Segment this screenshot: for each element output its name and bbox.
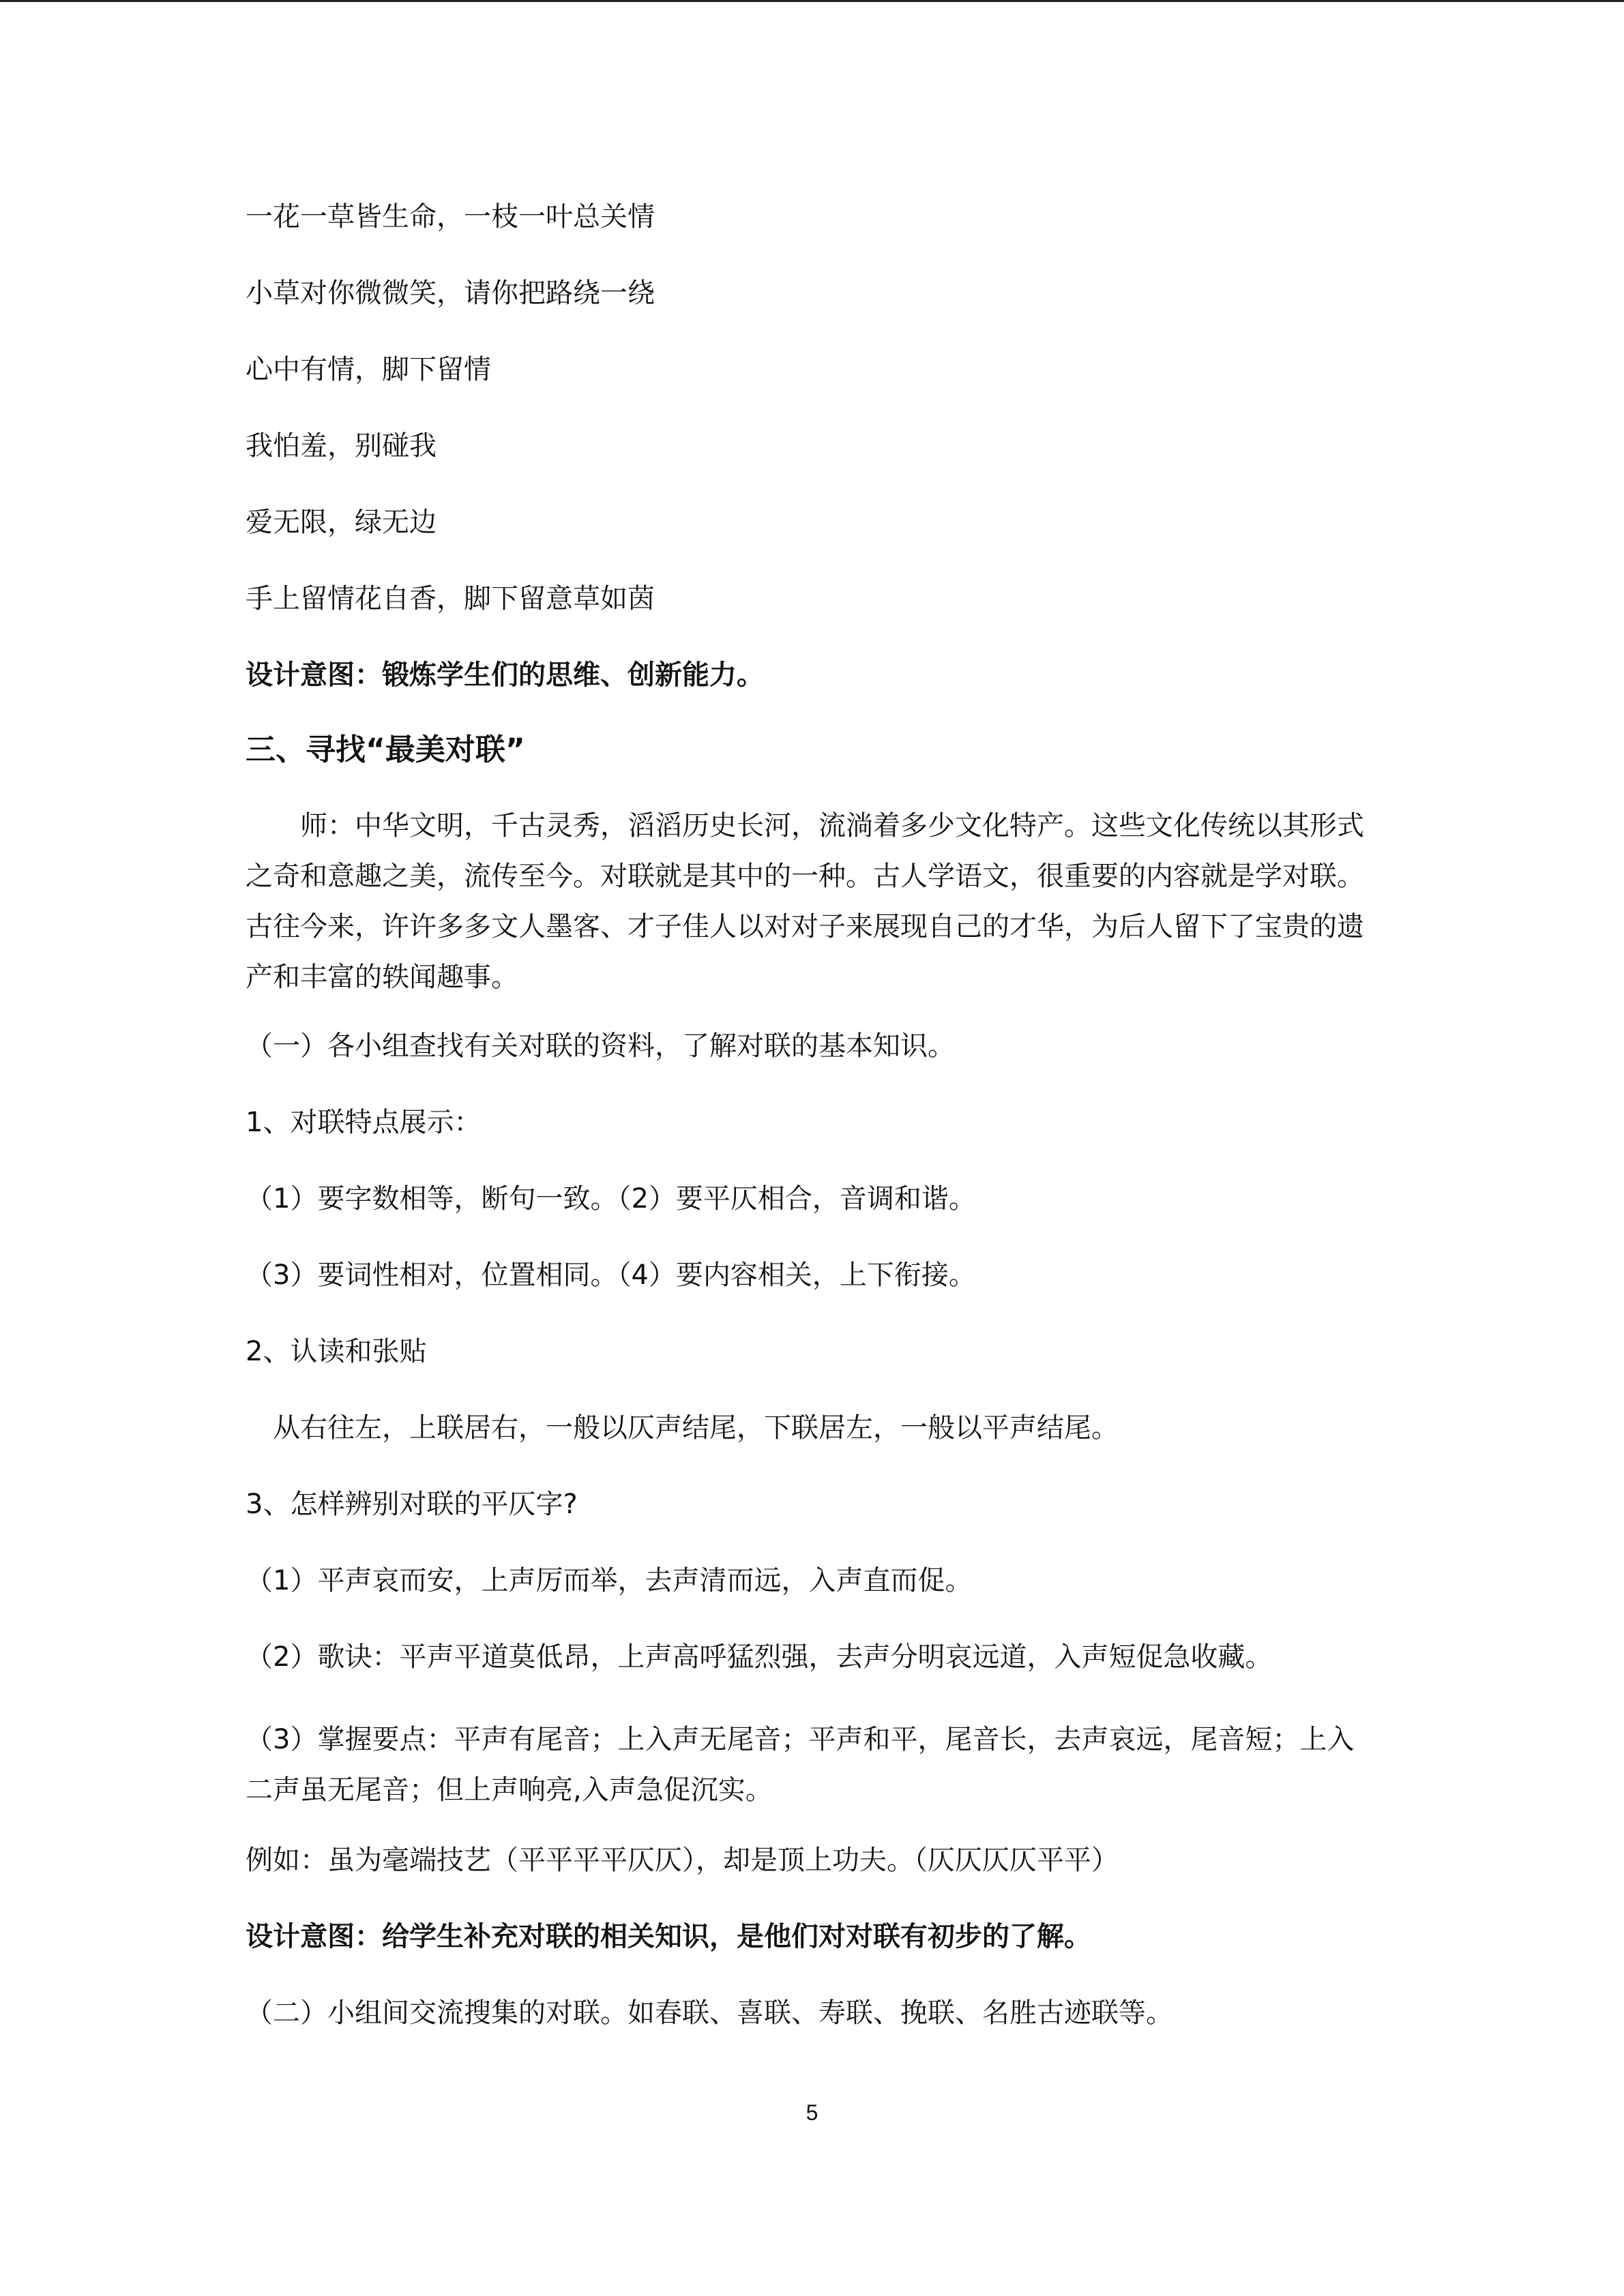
subsection-1: （一）各小组查找有关对联的资料，了解对联的基本知识。 (246, 1030, 955, 1062)
teacher-paragraph: 师：中华文明，千古灵秀，滔滔历史长河，流淌着多少文化特产。这些文化传统以其形式之奇和意趣之美，流传至今。对联就是其中的一种。古人学语文，很重要的内容就是学对联。古往今来，许许多多文人墨客、才子佳人以对对子来展现自己的才华，为后人留下了宝贵的遗产和丰富的轶闻趣事。 (246, 810, 1364, 993)
slogan-line-4: 我怕羞，别碰我 (246, 430, 437, 462)
design-intent-1: 设计意图：锻炼学生们的思维、创新能力。 (246, 659, 764, 691)
point-3-title: 3、怎样辨别对联的平仄字? (246, 1489, 578, 1520)
slogan-line-2: 小草对你微微笑，请你把路绕一绕 (246, 278, 655, 309)
slogan-line-3: 心中有情，脚下留情 (246, 354, 491, 385)
slogan-line-1: 一花一草皆生命，一枝一叶总关情 (246, 201, 655, 233)
page-number: 5 (806, 2100, 818, 2125)
point-3-a: （1）平声哀而安，上声厉而举，去声清而远，入声直而促。 (246, 1565, 973, 1596)
point-1-title: 1、对联特点展示： (246, 1107, 482, 1138)
subsection-2: （二）小组间交流搜集的对联。如春联、喜联、寿联、挽联、名胜古迹联等。 (246, 1997, 1173, 2029)
section-heading: 三、寻找“最美对联” (246, 732, 525, 767)
point-1-b: （3）要词性相对，位置相同。（4）要内容相关，上下衔接。 (246, 1259, 976, 1291)
example-line: 例如：虽为毫端技艺（平平平平仄仄），却是顶上功夫。（仄仄仄仄平平） (246, 1845, 1119, 1876)
point-1-a: （1）要字数相等，断句一致。（2）要平仄相合，音调和谐。 (246, 1183, 976, 1214)
point-3-c: （3）掌握要点：平声有尾音；上入声无尾音；平声和平，尾音长，去声哀远，尾音短；上入二声虽无尾音；但上声响亮,入声急促沉实。 (246, 1724, 1355, 1806)
design-intent-2: 设计意图：给学生补充对联的相关知识，是他们对对联有初步的了解。 (246, 1921, 1091, 1952)
slogan-line-6: 手上留情花自香，脚下留意草如茵 (246, 583, 655, 614)
point-2-text: 从右往左，上联居右，一般以仄声结尾，下联居左，一般以平声结尾。 (273, 1412, 1119, 1444)
point-2-title: 2、认读和张贴 (246, 1336, 427, 1367)
point-3-b: （2）歌诀：平声平道莫低昂，上声高呼猛烈强，去声分明哀远道，入声短促急收藏。 (246, 1641, 1273, 1673)
page-top-border (0, 0, 1624, 2)
slogan-line-5: 爱无限，绿无边 (246, 507, 437, 538)
document-body (246, 198, 1378, 2070)
